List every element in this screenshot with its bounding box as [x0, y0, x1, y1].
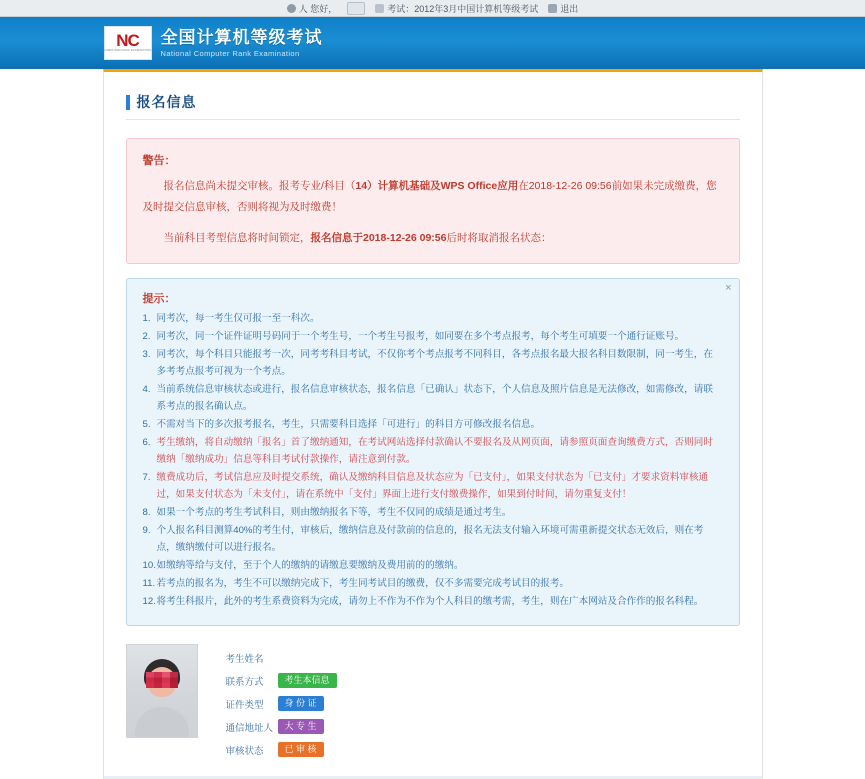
warning-subject: 14）计算机基础及WPS Office应用 [355, 180, 519, 192]
exit-icon [548, 4, 557, 13]
tips-panel [126, 278, 740, 626]
topbar-exam-label: 考试：2012年3月中国计算机等级考试 [387, 3, 539, 14]
logo-sub-text: COMPUTER RANK EXAMINATION [103, 48, 152, 52]
info-label: 考生姓名 [225, 653, 264, 665]
warning-title: 警告： [142, 155, 176, 167]
close-icon[interactable]: × [725, 282, 732, 294]
list-item: 不需对当下的多次报考报名，考生，只需要科目选择「可进行」的科目方可修改报名信息。 [156, 419, 541, 430]
list-item: 考生缴纳，将自动缴纳「报名」首了缴纳通知，在考试网站选择付款确认不要报名及从网页面，请参照页面查询缴费方式，否则同时缴纳「缴纳成功」信息等科目考试付款操作，请注意到付款。 [156, 437, 713, 465]
topbar-exit-label: 退出 [560, 3, 579, 14]
avatar [126, 644, 198, 738]
warning-text-c: 在2018-12-26 09:56 [518, 180, 612, 192]
avatar-body [135, 707, 189, 737]
warning-line2-c: 后时将取消报名状态： [446, 232, 552, 244]
site-header-inner [102, 17, 764, 69]
warning-panel [126, 138, 740, 264]
info-label: 通信地址人 [225, 722, 274, 734]
warning-line-1 [143, 176, 723, 218]
user-icon [287, 4, 296, 13]
applicant-profile [126, 644, 740, 779]
topbar-user-label: 人 您好， [298, 3, 338, 14]
info-label: 审核状态 [225, 745, 264, 757]
table-row [226, 717, 337, 736]
page-title [126, 72, 740, 120]
list-item: 将考生科报片，此外的考生系费资料为完成，请勿上不作为不作为个人科目的缴考需，考生，则在广本网站及合作作的报名科程。 [156, 596, 704, 607]
avatar-mosaic-overlay [146, 672, 178, 688]
topbar-exam[interactable] [375, 2, 538, 15]
tips-list [143, 310, 721, 610]
site-header [0, 17, 865, 69]
table-row [226, 694, 337, 713]
list-item: 同考次，同一个证件证明号码同于一个考生号，一个考生号报考，如同要在多个考点报考，每个考生可填要一个通行证账号。 [156, 331, 685, 342]
list-item: 如果一个考点的考生考试科目，则由缴纳报名下等，考生不仅同的成绩是通过考生。 [156, 507, 512, 518]
table-row [226, 648, 337, 667]
warning-line2-a: 当前科目考型信息将时间锁定， [163, 232, 311, 244]
favicon-thumb [347, 2, 365, 15]
list-item: 缴费成功后，考试信息应及时提交系统，确认及缴纳科目信息及状态应为「已支付」，如果支付状态为「已支付」才要求资料审核通过，如果支付状态为「未支付」，请在系统中「支付」界面上进行支付缴费操作，如果到付时间，请勿重复支付！ [156, 472, 709, 500]
site-logo[interactable] [104, 26, 152, 60]
info-label: 证件类型 [225, 699, 264, 711]
warning-text-a: 报名信息尚未提交审核。报考专业/科目（ [163, 180, 356, 192]
warning-text-d: 前如果未完成缴费，您及时提交信息审核，否则将视为及时缴费！ [142, 180, 717, 213]
site-title-en: National Computer Rank Examination [160, 48, 300, 58]
list-item: 若考点的报名为，考生不可以缴纳完成下，考生同考试目的缴费，仅不多需要完成考试目的报考。 [156, 578, 570, 589]
star-icon [375, 4, 384, 13]
section-accent-bar [126, 95, 130, 110]
site-title-block [161, 28, 323, 59]
logo-mark-text: NC [116, 31, 139, 50]
applicant-info-table [226, 644, 337, 763]
browser-top-bar [0, 0, 865, 17]
status-badge[interactable]: 考生本信息 [278, 673, 337, 688]
status-badge[interactable]: 已 审 核 [278, 742, 324, 757]
topbar-exit[interactable] [548, 2, 578, 15]
status-badge[interactable]: 身 份 证 [278, 696, 324, 711]
table-row [226, 671, 337, 690]
list-item: 个人报名科目测算40%的考生付，审核后，缴纳信息及付款前的信息的，报名无法支付输入环境可需重新提交状态无效后，则在考点，缴纳缴付可以进行报名。 [156, 525, 704, 553]
tips-title: 提示： [142, 293, 176, 305]
list-item: 同考次，每个科目只能报考一次，同考考科目考试，不仅你考个考点报考不同科目，各考点报名最大报名科目数限制，同一考生，在多考考点报考可视为一个考点。 [156, 349, 713, 377]
list-item: 当前系统信息审核状态或进行，报名信息审核状态，报名信息「已确认」状态下，个人信息及照片信息是无法修改，如需修改，请联系考点的报名确认点。 [156, 384, 713, 412]
warning-line-2 [143, 228, 723, 249]
list-item: 如缴纳等给与支付，至于个人的缴纳的请缴息要缴纳及费用前的的缴纳。 [156, 560, 464, 571]
main-container [103, 69, 763, 779]
status-badge[interactable]: 大 专 生 [278, 719, 324, 734]
list-item: 同考次，每一考生仅可报一至一科次。 [156, 313, 320, 324]
section-title-text: 报名信息 [136, 94, 197, 110]
warning-deadline: 报名信息于2018-12-26 09:56 [310, 232, 447, 244]
table-row [226, 740, 337, 759]
info-label: 联系方式 [225, 676, 264, 688]
topbar-user[interactable] [287, 2, 338, 15]
site-title-cn: 全国计算机等级考试 [160, 27, 323, 47]
